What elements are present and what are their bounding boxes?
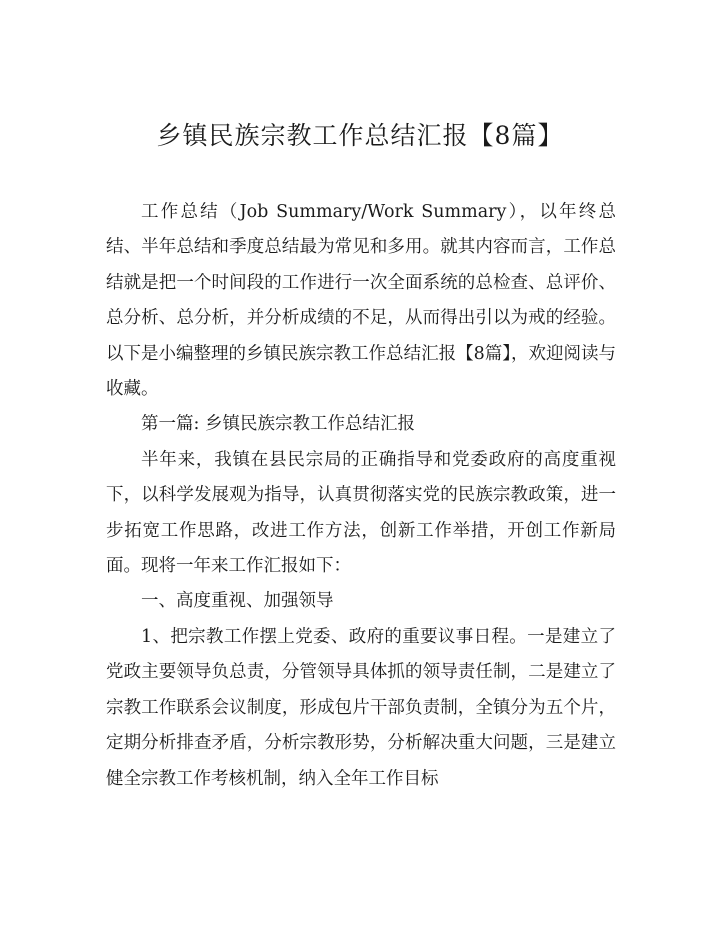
summary-paragraph: 半年来，我镇在县民宗局的正确指导和党委政府的高度重视下，以科学发展观为指导，认真贯彻落实党的民族宗教政策，进一步拓宽工作思路，改进工作方法，创新工作举措，开创工作新局面。现将一年来工作汇报如下： xyxy=(106,449,616,577)
intro-paragraph: 工作总结（Job Summary/Work Summary），以年终总结、半年总结和季度总结最为常见和多用。就其内容而言，工作总结就是把一个时间段的工作进行一次全面系统的总检查、总评价、总分析、总分析，并分析成绩的不足，从而得出引以为戒的经验。以下是小编整理的乡镇民族宗教工作总结汇报【8篇】，欢迎阅读与收藏。 xyxy=(106,202,616,400)
section-heading-part-one: 第一篇: 乡镇民族宗教工作总结汇报 xyxy=(141,414,415,435)
document-title: 乡镇民族宗教工作总结汇报【8篇】 xyxy=(156,121,564,150)
section-heading-leadership: 一、高度重视、加强领导 xyxy=(141,591,334,612)
document-body xyxy=(106,195,616,797)
leadership-paragraph: 1、把宗教工作摆上党委、政府的重要议事日程。一是建立了党政主要领导负总责，分管领导具体抓的领导责任制，二是建立了宗教工作联系会议制度，形成包片干部负责制，全镇分为五个片，定期分析排查矛盾，分析宗教形势，分析解决重大问题，三是建立健全宗教工作考核机制，纳入全年工作目标 xyxy=(106,626,616,789)
